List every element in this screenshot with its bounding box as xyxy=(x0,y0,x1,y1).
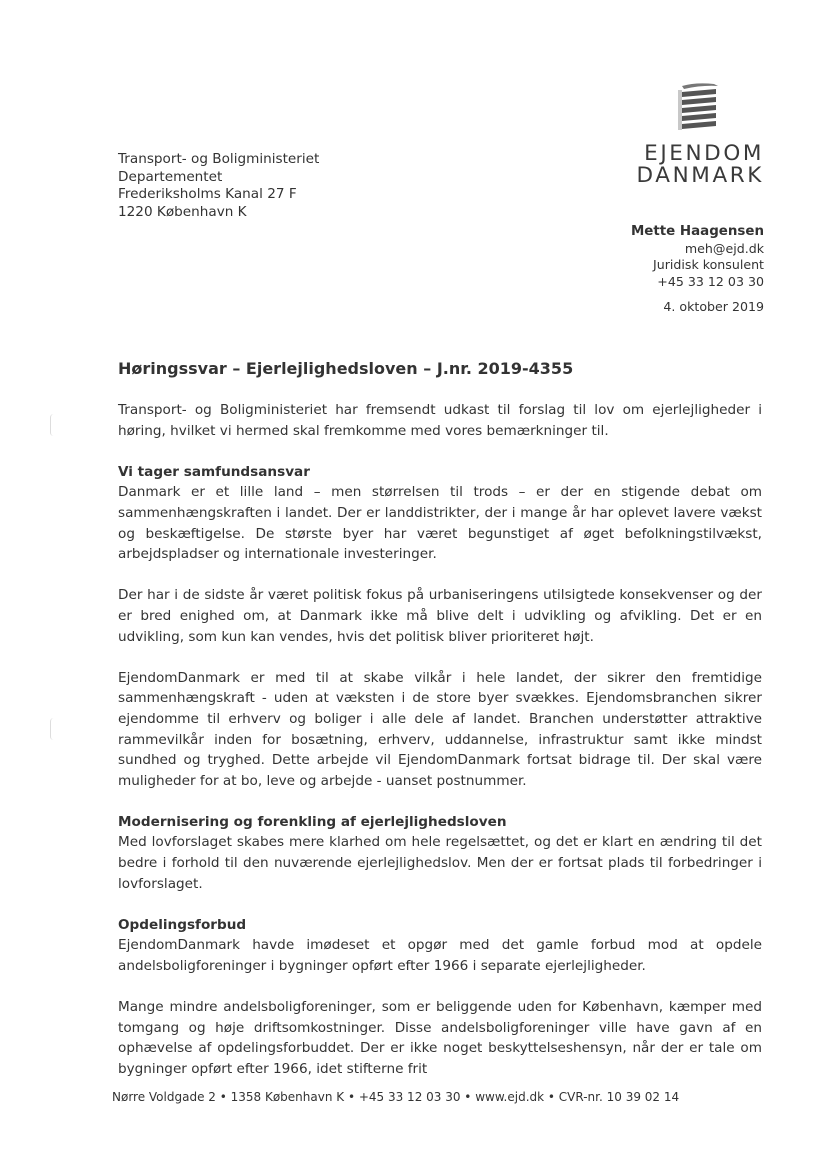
sender-email: meh@ejd.dk xyxy=(684,240,764,256)
section-paragraph: Mange mindre andelsboligforeninger, som er beliggende uden for København, kæmper med tomgang og høje driftsomkostninger. Disse andelsboligforeninger ville have gavn af en ophævelse af opdelingsforbuddet. Der er ikke noget beskyttelseshensyn, når der er tale om bygninger opført efter 1966, idet stifterne frit xyxy=(118,999,762,1077)
logo-line-2: DANMARK xyxy=(636,163,764,188)
section-heading: Modernisering og forenkling af ejerlejlighedsloven xyxy=(118,813,507,830)
section-heading: Vi tager samfundsansvar xyxy=(118,463,310,480)
section-paragraph: Der har i de sidste år været politisk fokus på urbaniseringens utilsigtede konsekvenser og der er bred enighed om, at Danmark ikke må blive delt i udvikling og afvikling. Det er en udvikling, som kun kan vendes, hvis det politisk bliver prioriteret højt. xyxy=(118,587,762,645)
letter-body xyxy=(118,400,762,1100)
recipient-line: 1220 København K xyxy=(118,203,247,220)
section-heading: Opdelingsforbud xyxy=(118,916,247,933)
stacked-layers-logo-icon xyxy=(676,80,726,132)
scan-artifact xyxy=(50,414,57,436)
section-modernisering xyxy=(118,812,762,894)
sender-phone: +45 33 12 03 30 xyxy=(657,273,764,289)
logo-line-1: EJENDOM xyxy=(644,141,764,166)
section-paragraph: EjendomDanmark er med til at skabe vilkår i hele landet, der sikrer den fremtidige sammenhængskraft - uden at væksten i de store byer svækkes. Ejendomsbranchen sikrer ejendomme til erhverv og boliger i alle dele af landet. Branchen understøtter attraktive rammevilkår inden for bosætning, erhverv, uddannelse, infrastruktur samt ikke mindst sundhed og tryghed. Dette arbejde vil EjendomDanmark fortsat bidrage til. Der skal være muligheder for at bo, leve og arbejde - uanset postnummer. xyxy=(118,669,762,789)
recipient-address xyxy=(118,151,319,221)
section-samfundsansvar xyxy=(118,462,762,792)
letter-footer: Nørre Voldgade 2 • 1358 København K • +45 33 12 03 30 • www.ejd.dk • CVR-nr. 10 39 02 14 xyxy=(112,1090,680,1104)
sender-block xyxy=(631,224,764,290)
letter-date: 4. oktober 2019 xyxy=(663,299,764,314)
sender-name: Mette Haagensen xyxy=(630,224,764,239)
section-paragraph: EjendomDanmark havde imødeset et opgør med det gamle forbud mod at opdele andelsboligforeninger i bygninger opført efter 1966 i separate ejerlejligheder. xyxy=(118,937,762,975)
recipient-line: Frederiksholms Kanal 27 F xyxy=(118,186,297,202)
intro-paragraph: Transport- og Boligministeriet har fremsendt udkast til forslag til lov om ejerlejligheder i høring, hvilket vi hermed skal fremkomme med vores bemærkninger til. xyxy=(118,402,762,439)
section-opdelingsforbud xyxy=(118,915,762,1080)
sender-role: Juridisk konsulent xyxy=(653,257,764,272)
company-logo-text xyxy=(637,143,764,187)
section-paragraph: Med lovforslaget skabes mere klarhed om hele regelsættet, og det er klart en ændring til det bedre i forhold til den nuværende ejerlejlighedslov. Men der er fortsat plads til forbedringer i lovforslaget. xyxy=(118,834,762,892)
recipient-line: Transport- og Boligministeriet xyxy=(118,151,320,167)
document-title: Høringssvar – Ejerlejlighedsloven – J.nr. 2019-4355 xyxy=(118,359,574,378)
scan-artifact xyxy=(50,718,57,740)
recipient-line: Departementet xyxy=(118,168,223,185)
section-paragraph: Danmark er et lille land – men størrelsen til trods – er der en stigende debat om sammenhængskraften i landet. Der er landdistrikter, der i mange år har oplevet lavere vækst og beskæftigelse. De største byer har været begunstiget af øget befolkningstilvækst, arbejdspladser og internationale investeringer. xyxy=(118,484,762,563)
